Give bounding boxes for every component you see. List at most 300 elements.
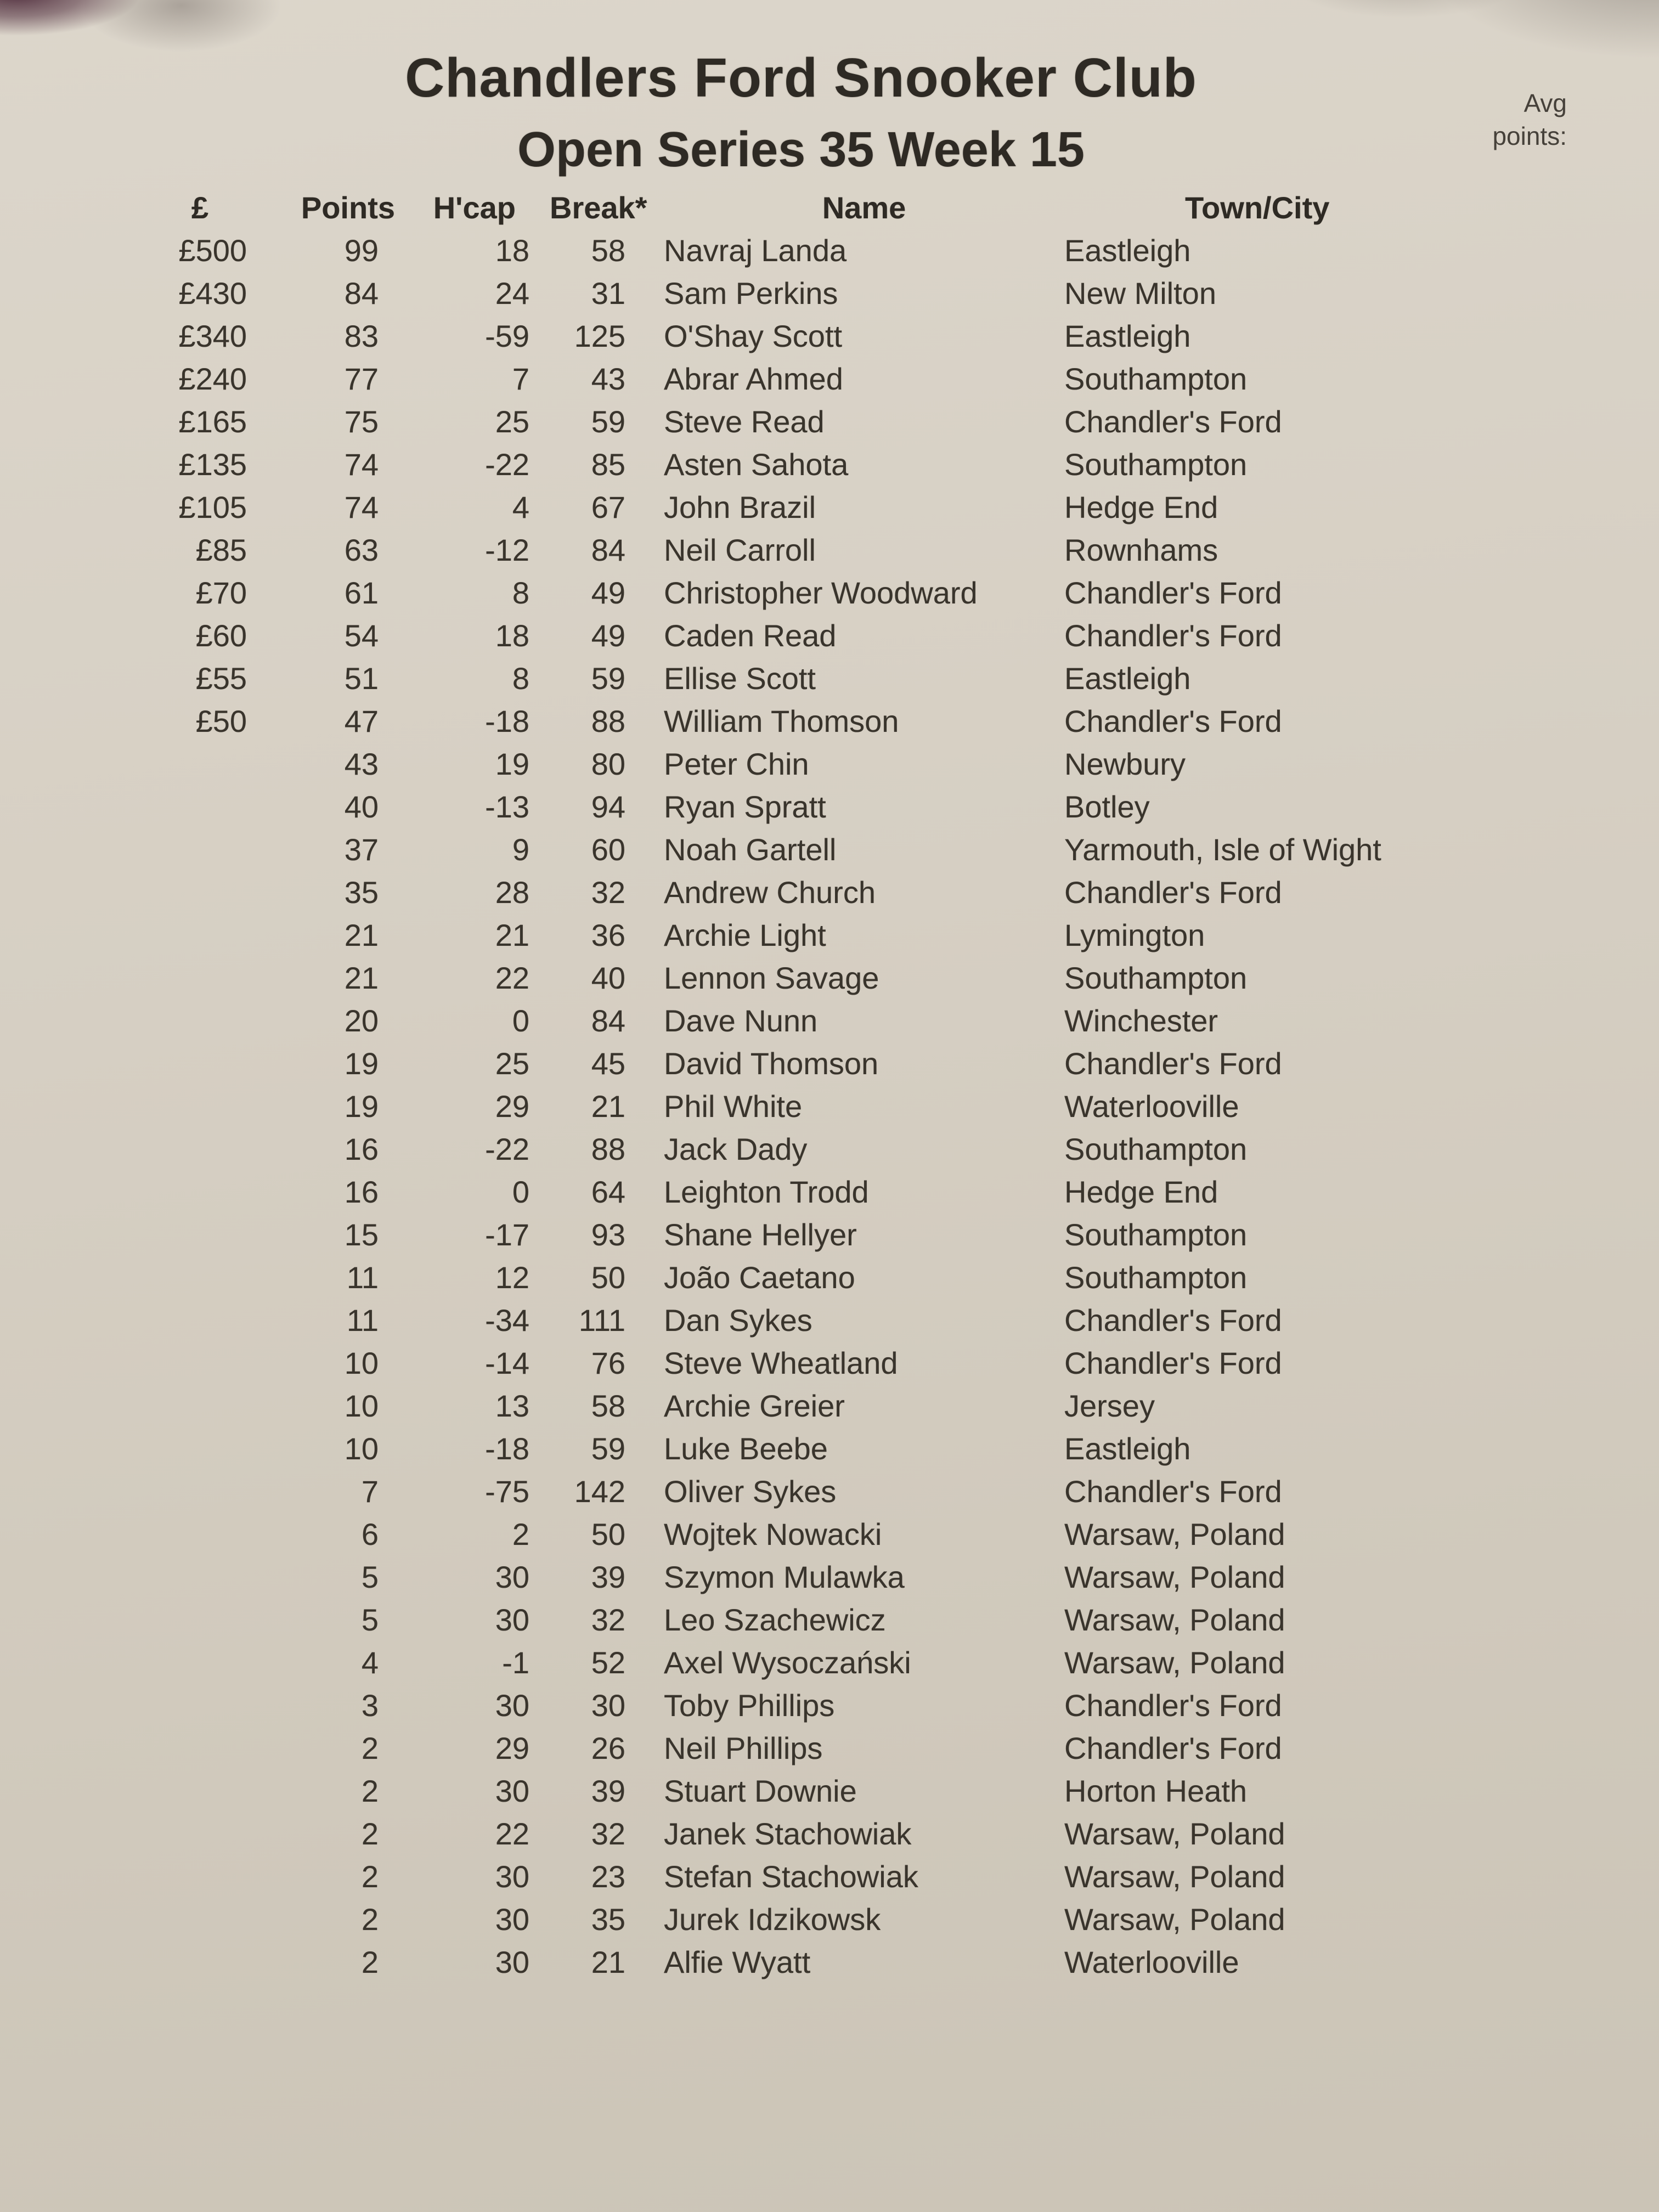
cell-break: 49: [591, 575, 625, 610]
cell-town: Botley: [1064, 789, 1150, 824]
table-row: [0, 1770, 1615, 1813]
cell-player-name: Oliver Sykes: [664, 1474, 837, 1509]
cell-break: 32: [591, 875, 625, 910]
cell-points: 99: [344, 233, 379, 268]
table-row: [0, 1513, 1615, 1556]
column-header-name: Name: [822, 190, 906, 225]
cell-player-name: Leighton Trodd: [664, 1175, 869, 1209]
table-row: [0, 1385, 1615, 1427]
cell-prize: [0, 1342, 247, 1385]
cell-break: 43: [591, 362, 625, 396]
cell-points: 6: [361, 1517, 379, 1551]
table-row: [0, 1128, 1615, 1171]
table-row: [0, 229, 1615, 272]
cell-handicap: -59: [485, 319, 529, 353]
cell-points: 43: [344, 747, 379, 781]
cell-prize: £165: [178, 404, 247, 439]
avg-points-note: [1492, 87, 1567, 153]
cell-player-name: John Brazil: [664, 490, 816, 524]
leaderboard-table: [0, 187, 1615, 1984]
cell-town: Chandler's Ford: [1064, 875, 1282, 910]
cell-town: Southampton: [1064, 447, 1248, 482]
cell-points: 21: [344, 918, 379, 952]
cell-break: 36: [591, 918, 625, 952]
cell-handicap: -14: [485, 1346, 529, 1380]
cell-town: Waterlooville: [1064, 1945, 1239, 1979]
column-header-handicap: H'cap: [433, 190, 516, 225]
cell-break: 80: [591, 747, 625, 781]
cell-town: Chandler's Ford: [1064, 575, 1282, 610]
table-row: [0, 1042, 1615, 1085]
cell-handicap: 8: [512, 661, 529, 696]
column-header-town: Town/City: [1185, 190, 1330, 225]
cell-break: 58: [591, 1389, 625, 1423]
cell-prize: [0, 1000, 247, 1042]
cell-prize: [0, 871, 247, 914]
cell-player-name: Abrar Ahmed: [664, 362, 843, 396]
cell-player-name: Archie Light: [664, 918, 826, 952]
cell-town: Warsaw, Poland: [1064, 1602, 1285, 1637]
cell-player-name: Steve Read: [664, 404, 825, 439]
cell-town: Rownhams: [1064, 533, 1218, 567]
cell-break: 88: [591, 1132, 625, 1166]
page-subtitle: Open Series 35 Week 15: [517, 122, 1085, 177]
table-row: [0, 871, 1615, 914]
cell-points: 16: [344, 1175, 379, 1209]
cell-break: 32: [591, 1816, 625, 1851]
cell-prize: £70: [195, 575, 247, 610]
cell-handicap: 0: [512, 1003, 529, 1038]
cell-player-name: Ellise Scott: [664, 661, 816, 696]
cell-prize: [0, 1385, 247, 1427]
cell-handicap: 28: [495, 875, 529, 910]
cell-handicap: 19: [495, 747, 529, 781]
table-row: [0, 914, 1615, 957]
cell-town: Warsaw, Poland: [1064, 1902, 1285, 1937]
cell-points: 20: [344, 1003, 379, 1038]
cell-player-name: Caden Read: [664, 618, 837, 653]
cell-break: 50: [591, 1517, 625, 1551]
cell-points: 5: [361, 1602, 379, 1637]
cell-prize: [0, 1898, 247, 1941]
table-row: [0, 1727, 1615, 1770]
cell-break: 76: [591, 1346, 625, 1380]
cell-town: Chandler's Ford: [1064, 1346, 1282, 1380]
cell-prize: £105: [178, 490, 247, 524]
cell-player-name: Andrew Church: [664, 875, 876, 910]
cell-prize: [0, 1042, 247, 1085]
table-row: [0, 1898, 1615, 1941]
cell-prize: [0, 914, 247, 957]
cell-handicap: -1: [502, 1645, 529, 1680]
cell-points: 2: [361, 1774, 379, 1808]
cell-break: 60: [591, 832, 625, 867]
cell-player-name: Sam Perkins: [664, 276, 838, 311]
cell-points: 5: [361, 1560, 379, 1594]
cell-points: 10: [344, 1346, 379, 1380]
page-title: Chandlers Ford Snooker Club: [405, 47, 1197, 109]
cell-points: 10: [344, 1431, 379, 1466]
table-body: [0, 229, 1615, 1984]
cell-player-name: Stefan Stachowiak: [664, 1859, 918, 1894]
cell-prize: £135: [178, 447, 247, 482]
cell-town: Eastleigh: [1064, 661, 1191, 696]
cell-player-name: João Caetano: [664, 1260, 855, 1295]
cell-player-name: Navraj Landa: [664, 233, 847, 268]
cell-prize: [0, 1299, 247, 1342]
cell-prize: £50: [195, 704, 247, 738]
cell-handicap: 13: [495, 1389, 529, 1423]
cell-handicap: 22: [495, 961, 529, 995]
cell-player-name: Phil White: [664, 1089, 803, 1124]
cell-player-name: Lennon Savage: [664, 961, 879, 995]
cell-break: 39: [591, 1774, 625, 1808]
cell-points: 19: [344, 1089, 379, 1124]
table-row: [0, 743, 1615, 786]
cell-prize: £500: [178, 233, 247, 268]
cell-handicap: 30: [495, 1602, 529, 1637]
cell-town: Southampton: [1064, 1217, 1248, 1252]
column-header-prize: £: [191, 190, 208, 225]
cell-town: Lymington: [1064, 918, 1205, 952]
table-row: [0, 700, 1615, 743]
cell-break: 64: [591, 1175, 625, 1209]
cell-town: Southampton: [1064, 961, 1248, 995]
cell-town: Waterlooville: [1064, 1089, 1239, 1124]
cell-handicap: -13: [485, 789, 529, 824]
table-row: [0, 358, 1615, 400]
cell-player-name: Jurek Idzikowsk: [664, 1902, 881, 1937]
table-row: [0, 315, 1615, 358]
cell-break: 30: [591, 1688, 625, 1723]
cell-break: 93: [591, 1217, 625, 1252]
cell-prize: [0, 1556, 247, 1599]
cell-town: Chandler's Ford: [1064, 404, 1282, 439]
cell-points: 2: [361, 1945, 379, 1979]
cell-town: Warsaw, Poland: [1064, 1816, 1285, 1851]
cell-break: 85: [591, 447, 625, 482]
cell-break: 40: [591, 961, 625, 995]
cell-break: 142: [574, 1474, 625, 1509]
cell-town: Chandler's Ford: [1064, 1731, 1282, 1765]
cell-prize: [0, 1427, 247, 1470]
table-row: [0, 1855, 1615, 1898]
table-row: [0, 1427, 1615, 1470]
cell-town: Eastleigh: [1064, 233, 1191, 268]
cell-prize: [0, 1941, 247, 1984]
cell-player-name: William Thomson: [664, 704, 899, 738]
cell-handicap: 7: [512, 362, 529, 396]
cell-points: 16: [344, 1132, 379, 1166]
cell-points: 11: [346, 1303, 379, 1338]
cell-break: 21: [591, 1089, 625, 1124]
cell-town: Southampton: [1064, 362, 1248, 396]
cell-player-name: Szymon Mulawka: [664, 1560, 905, 1594]
cell-points: 74: [344, 447, 379, 482]
cell-points: 54: [344, 618, 379, 653]
table-row: [0, 1641, 1615, 1684]
cell-prize: [0, 1128, 247, 1171]
cell-town: Jersey: [1064, 1389, 1155, 1423]
cell-break: 84: [591, 533, 625, 567]
cell-handicap: -18: [485, 1431, 529, 1466]
cell-break: 111: [578, 1303, 625, 1338]
table-header-row: [0, 187, 1615, 229]
cell-player-name: Asten Sahota: [664, 447, 849, 482]
table-row: [0, 957, 1615, 1000]
cell-prize: [0, 1085, 247, 1128]
cell-handicap: 8: [512, 575, 529, 610]
cell-points: 21: [344, 961, 379, 995]
cell-break: 84: [591, 1003, 625, 1038]
cell-handicap: 30: [495, 1688, 529, 1723]
cell-handicap: 29: [495, 1731, 529, 1765]
cell-prize: £240: [178, 362, 247, 396]
cell-points: 35: [344, 875, 379, 910]
cell-prize: [0, 786, 247, 828]
cell-break: 52: [591, 1645, 625, 1680]
cell-prize: [0, 743, 247, 786]
cell-player-name: Toby Phillips: [664, 1688, 835, 1723]
cell-points: 47: [344, 704, 379, 738]
cell-player-name: Dave Nunn: [664, 1003, 818, 1038]
cell-handicap: -75: [485, 1474, 529, 1509]
cell-handicap: 25: [495, 404, 529, 439]
cell-player-name: Axel Wysoczański: [664, 1645, 911, 1680]
cell-points: 61: [344, 575, 379, 610]
cell-prize: £55: [195, 661, 247, 696]
cell-town: Hedge End: [1064, 1175, 1218, 1209]
cell-player-name: Luke Beebe: [664, 1431, 828, 1466]
table-row: [0, 1684, 1615, 1727]
cell-handicap: 30: [495, 1560, 529, 1594]
column-header-points: Points: [301, 190, 395, 225]
table-row: [0, 1214, 1615, 1256]
table-row: [0, 1171, 1615, 1214]
cell-prize: [0, 1770, 247, 1813]
cell-prize: [0, 1641, 247, 1684]
cell-town: Warsaw, Poland: [1064, 1560, 1285, 1594]
cell-town: Chandler's Ford: [1064, 704, 1282, 738]
cell-town: Horton Heath: [1064, 1774, 1248, 1808]
cell-points: 75: [344, 404, 379, 439]
cell-player-name: Jack Dady: [664, 1132, 808, 1166]
cell-points: 74: [344, 490, 379, 524]
cell-handicap: 30: [495, 1902, 529, 1937]
cell-handicap: 30: [495, 1945, 529, 1979]
cell-handicap: 9: [512, 832, 529, 867]
cell-town: Warsaw, Poland: [1064, 1859, 1285, 1894]
cell-town: Southampton: [1064, 1132, 1248, 1166]
cell-player-name: Stuart Downie: [664, 1774, 857, 1808]
cell-break: 23: [591, 1859, 625, 1894]
cell-prize: [0, 828, 247, 871]
cell-town: Warsaw, Poland: [1064, 1645, 1285, 1680]
cell-break: 39: [591, 1560, 625, 1594]
cell-break: 45: [591, 1046, 625, 1081]
table-row: [0, 786, 1615, 828]
cell-player-name: Shane Hellyer: [664, 1217, 857, 1252]
cell-town: Chandler's Ford: [1064, 1303, 1282, 1338]
cell-break: 21: [591, 1945, 625, 1979]
cell-handicap: 18: [495, 618, 529, 653]
cell-player-name: Janek Stachowiak: [664, 1816, 912, 1851]
cell-prize: [0, 1684, 247, 1727]
cell-points: 2: [361, 1731, 379, 1765]
cell-town: Chandler's Ford: [1064, 1046, 1282, 1081]
cell-points: 83: [344, 319, 379, 353]
cell-points: 4: [361, 1645, 379, 1680]
cell-points: 10: [344, 1389, 379, 1423]
cell-break: 58: [591, 233, 625, 268]
cell-break: 88: [591, 704, 625, 738]
cell-points: 11: [346, 1260, 379, 1295]
cell-handicap: -18: [485, 704, 529, 738]
cell-handicap: -22: [485, 1132, 529, 1166]
cell-prize: [0, 1813, 247, 1855]
cell-points: 84: [344, 276, 379, 311]
cell-town: Warsaw, Poland: [1064, 1517, 1285, 1551]
cell-break: 31: [591, 276, 625, 311]
cell-town: Chandler's Ford: [1064, 618, 1282, 653]
cell-handicap: -22: [485, 447, 529, 482]
cell-prize: [0, 1470, 247, 1513]
cell-handicap: 25: [495, 1046, 529, 1081]
table-row: [0, 272, 1615, 315]
cell-prize: [0, 1855, 247, 1898]
cell-prize: [0, 1599, 247, 1641]
cell-handicap: 0: [512, 1175, 529, 1209]
table-row: [0, 1556, 1615, 1599]
cell-break: 59: [591, 1431, 625, 1466]
cell-prize: [0, 1256, 247, 1299]
cell-break: 49: [591, 618, 625, 653]
cell-break: 35: [591, 1902, 625, 1937]
cell-handicap: 12: [495, 1260, 529, 1295]
cell-handicap: 24: [495, 276, 529, 311]
cell-points: 7: [361, 1474, 379, 1509]
cell-handicap: 4: [512, 490, 529, 524]
cell-player-name: Steve Wheatland: [664, 1346, 898, 1380]
table-row: [0, 572, 1615, 614]
avg-points-note-line2: points:: [1492, 122, 1567, 150]
cell-points: 63: [344, 533, 379, 567]
cell-handicap: 18: [495, 233, 529, 268]
cell-handicap: -12: [485, 533, 529, 567]
cell-points: 77: [344, 362, 379, 396]
cell-prize: £60: [195, 618, 247, 653]
table-row: [0, 1000, 1615, 1042]
cell-points: 51: [344, 661, 379, 696]
cell-town: Newbury: [1064, 747, 1186, 781]
cell-player-name: Christopher Woodward: [664, 575, 978, 610]
table-row: [0, 400, 1615, 443]
cell-player-name: Noah Gartell: [664, 832, 837, 867]
avg-points-note-line1: Avg: [1523, 89, 1567, 117]
table-row: [0, 614, 1615, 657]
table-row: [0, 529, 1615, 572]
cell-points: 2: [361, 1816, 379, 1851]
table-row: [0, 1470, 1615, 1513]
table-row: [0, 1342, 1615, 1385]
cell-town: Chandler's Ford: [1064, 1474, 1282, 1509]
cell-player-name: Ryan Spratt: [664, 789, 826, 824]
cell-points: 2: [361, 1859, 379, 1894]
cell-player-name: O'Shay Scott: [664, 319, 843, 353]
table-row: [0, 1941, 1615, 1984]
cell-town: Yarmouth, Isle of Wight: [1064, 832, 1381, 867]
cell-player-name: Dan Sykes: [664, 1303, 812, 1338]
cell-prize: [0, 1214, 247, 1256]
cell-town: Hedge End: [1064, 490, 1218, 524]
cell-break: 67: [591, 490, 625, 524]
cell-points: 40: [344, 789, 379, 824]
cell-points: 3: [361, 1688, 379, 1723]
cell-break: 32: [591, 1602, 625, 1637]
cell-break: 26: [591, 1731, 625, 1765]
cell-break: 59: [591, 404, 625, 439]
cell-handicap: 21: [495, 918, 529, 952]
table-row: [0, 1299, 1615, 1342]
cell-prize: £85: [195, 533, 247, 567]
cell-handicap: 29: [495, 1089, 529, 1124]
cell-town: Chandler's Ford: [1064, 1688, 1282, 1723]
cell-break: 50: [591, 1260, 625, 1295]
cell-player-name: Archie Greier: [664, 1389, 845, 1423]
cell-handicap: 30: [495, 1774, 529, 1808]
cell-prize: [0, 1171, 247, 1214]
cell-prize: [0, 1727, 247, 1770]
column-header-break: Break*: [550, 190, 647, 225]
cell-break: 59: [591, 661, 625, 696]
cell-player-name: David Thomson: [664, 1046, 879, 1081]
cell-town: New Milton: [1064, 276, 1216, 311]
table-row: [0, 1599, 1615, 1641]
table-row: [0, 828, 1615, 871]
cell-town: Winchester: [1064, 1003, 1218, 1038]
cell-player-name: Leo Szachewicz: [664, 1602, 886, 1637]
cell-player-name: Neil Phillips: [664, 1731, 823, 1765]
cell-handicap: 22: [495, 1816, 529, 1851]
cell-player-name: Wojtek Nowacki: [664, 1517, 882, 1551]
cell-handicap: 2: [512, 1517, 529, 1551]
cell-prize: £340: [178, 319, 247, 353]
cell-points: 15: [344, 1217, 379, 1252]
cell-town: Eastleigh: [1064, 319, 1191, 353]
table-row: [0, 657, 1615, 700]
cell-player-name: Neil Carroll: [664, 533, 816, 567]
cell-handicap: 30: [495, 1859, 529, 1894]
cell-break: 125: [574, 319, 625, 353]
cell-break: 94: [591, 789, 625, 824]
table-row: [0, 1813, 1615, 1855]
table-row: [0, 1085, 1615, 1128]
cell-prize: [0, 957, 247, 1000]
cell-prize: £430: [178, 276, 247, 311]
cell-player-name: Alfie Wyatt: [664, 1945, 811, 1979]
cell-prize: [0, 1513, 247, 1556]
cell-points: 2: [361, 1902, 379, 1937]
table-row: [0, 1256, 1615, 1299]
cell-town: Southampton: [1064, 1260, 1248, 1295]
cell-points: 19: [344, 1046, 379, 1081]
cell-handicap: -17: [485, 1217, 529, 1252]
cell-player-name: Peter Chin: [664, 747, 809, 781]
table-row: [0, 443, 1615, 486]
cell-handicap: -34: [485, 1303, 529, 1338]
cell-town: Eastleigh: [1064, 1431, 1191, 1466]
table-row: [0, 486, 1615, 529]
